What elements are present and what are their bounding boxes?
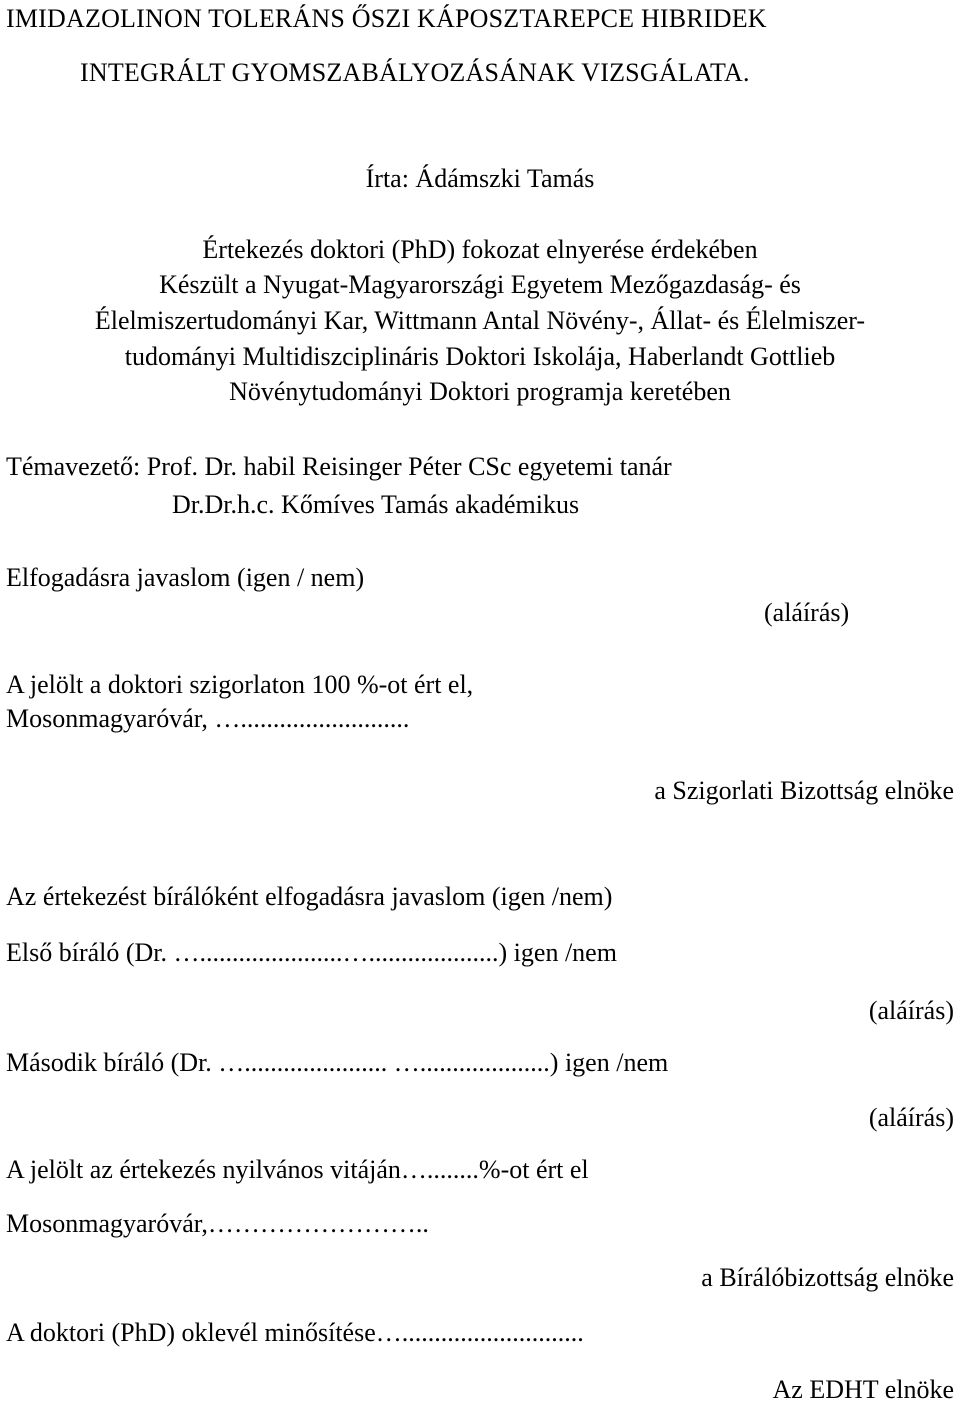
defense-line-1: A jelölt az értekezés nyilvános vitáján…........%-ot ért el [6,1155,589,1184]
exam-line-2: Mosonmagyaróvár, ….......................... [6,704,410,733]
intro-line-2: Készült a Nyugat-Magyarországi Egyetem Mezőgazdaság- és [159,270,801,299]
defense-chair: a Bírálóbizottság elnöke [701,1263,954,1292]
signature-first-reviewer: (aláírás) [868,996,954,1025]
signature-supervisor: (aláírás) [764,598,850,627]
defense-line-2: Mosonmagyaróvár,…………………….. [6,1209,429,1238]
title-line-1: IMIDAZOLINON TOLERÁNS ŐSZI KÁPOSZTAREPCE HIBRIDEK [6,4,767,33]
exam-line-1: A jelölt a doktori szigorlaton 100 %-ot ért el, [6,670,474,699]
intro-line-3: Élelmiszertudományi Kar, Wittmann Antal Növény-, Állat- és Élelmiszer- [94,306,866,335]
reviewers-intro: Az értekezést bírálóként elfogadásra javaslom (igen /nem) [6,882,613,911]
intro-line-1: Értekezés doktori (PhD) fokozat elnyerése érdekében [202,235,758,264]
intro-line-5: Növénytudományi Doktori programja keretében [229,377,731,406]
acceptance-line: Elfogadásra javaslom (igen / nem) [6,563,365,592]
second-reviewer-line: Második bíráló (Dr. …...................... …....................) igen /nem [6,1048,669,1077]
exam-chair: a Szigorlati Bizottság elnöke [654,776,954,805]
intro-line-4: tudományi Multidiszciplináris Doktori Iskolája, Haberlandt Gottlieb [124,342,836,371]
first-reviewer-line: Első bíráló (Dr. …......................…....................) igen /nem [6,938,617,967]
diploma-line: A doktori (PhD) oklevél minősítése…............................ [6,1318,584,1347]
signature-second-reviewer: (aláírás) [868,1103,954,1132]
title-line-2: INTEGRÁLT GYOMSZABÁLYOZÁSÁNAK VIZSGÁLATA. [80,58,750,87]
author-line: Írta: Ádámszki Tamás [365,164,595,193]
edht-chair: Az EDHT elnöke [772,1375,954,1404]
supervisor-line-2: Dr.Dr.h.c. Kőmíves Tamás akadémikus [172,490,580,519]
supervisor-line-1: Témavezető: Prof. Dr. habil Reisinger Péter CSc egyetemi tanár [6,452,672,481]
